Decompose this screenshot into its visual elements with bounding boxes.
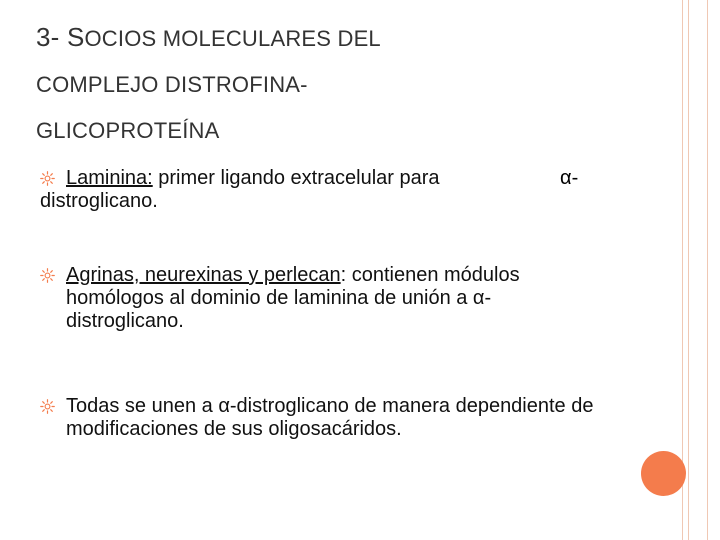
decorative-vertical-line xyxy=(707,0,708,540)
sun-bullet-icon xyxy=(40,167,60,187)
bullet-text: Todas se unen a α-distroglicano de manera dependiente de modificaciones de sus oligosacáridos. xyxy=(66,395,594,440)
list-item xyxy=(40,167,606,213)
bullet-text: : contienen módulos homólogos al dominio de laminina de unión a α-distroglicano. xyxy=(66,264,520,332)
list-item xyxy=(40,395,606,441)
title-line-2: COMPLEJO DISTROFINA- xyxy=(36,72,308,97)
bullet-term: Laminina: xyxy=(66,167,153,189)
bullet-text: primer ligando extracelular para xyxy=(152,167,440,189)
sun-bullet-icon xyxy=(40,395,60,415)
slide-title xyxy=(36,14,636,154)
bullet-term: Agrinas, neurexinas y perlecan xyxy=(66,264,341,286)
list-item xyxy=(40,264,606,333)
title-line-3: GLICOPROTEÍNA xyxy=(36,118,220,143)
decorative-vertical-line xyxy=(682,0,683,540)
sun-bullet-icon xyxy=(40,264,60,284)
decorative-vertical-line xyxy=(688,0,689,540)
title-line-1: 3- SOCIOS MOLECULARES DEL xyxy=(36,22,381,52)
bullet-trailing-text: α- xyxy=(560,167,579,189)
decorative-circle xyxy=(641,451,686,496)
bullet-continuation: distroglicano. xyxy=(40,190,158,212)
